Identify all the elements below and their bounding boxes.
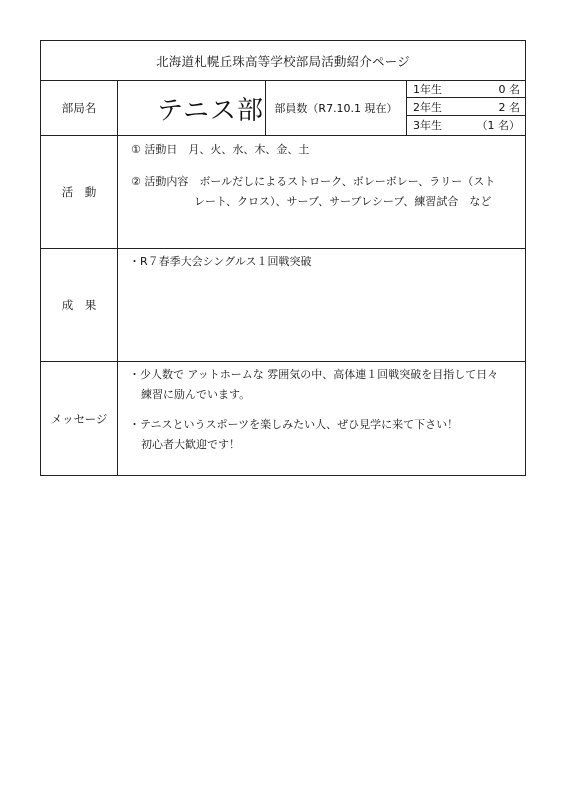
grade-count: 0 名 bbox=[498, 83, 520, 96]
message-line: 練習に励んでいます。 bbox=[141, 388, 251, 401]
results-content bbox=[129, 252, 521, 356]
grade-row-2 bbox=[407, 99, 526, 116]
grade-row-3 bbox=[407, 117, 526, 134]
activity-label: 活 動 bbox=[61, 185, 97, 199]
message-label-cell bbox=[41, 362, 118, 475]
activity-content-line: ② 活動内容 ボールだしによるストローク、ボレーボレー、ラリー（スト bbox=[131, 175, 496, 188]
grade-count: 2 名 bbox=[498, 101, 520, 114]
activity-label-cell bbox=[41, 136, 118, 248]
message-line: 初心者大歓迎です！ bbox=[141, 438, 240, 451]
message-content bbox=[129, 365, 523, 471]
members-label: 部員数（R7.10.1 現在） bbox=[274, 102, 398, 115]
club-label: 部局名 bbox=[61, 101, 97, 115]
grade-counts bbox=[407, 81, 526, 135]
grade-label: 1年生 bbox=[413, 83, 442, 96]
activity-content bbox=[131, 140, 521, 244]
grade-label: 2年生 bbox=[413, 101, 442, 114]
grade-label: 3年生 bbox=[413, 119, 442, 132]
grade-row-1 bbox=[407, 81, 526, 98]
results-item: ・R７春季大会シングルス１回戦突破 bbox=[129, 255, 312, 268]
results-label-cell bbox=[41, 249, 118, 361]
message-line: ・少人数で アットホームな 雰囲気の中、高体連１回戦突破を目指して日々 bbox=[129, 368, 499, 381]
members-label-cell bbox=[265, 81, 407, 135]
message-line: ・テニスというスポーツを楽しみたい人、ぜひ見学に来て下さい！ bbox=[129, 418, 459, 431]
activity-content-line: レート、クロス）、サーブ、サーブレシーブ、練習試合 など bbox=[194, 195, 492, 208]
results-label: 成 果 bbox=[61, 298, 97, 312]
club-label-cell bbox=[41, 81, 118, 135]
message-label: メッセージ bbox=[50, 411, 108, 426]
club-name: テニス部 bbox=[157, 95, 264, 126]
page-title: 北海道札幌丘珠高等学校部局活動紹介ページ bbox=[41, 41, 525, 81]
activity-days: ① 活動日 月、火、水、木、金、土 bbox=[131, 143, 310, 156]
grade-count: （1 名） bbox=[476, 119, 520, 132]
club-intro-table bbox=[40, 40, 526, 476]
